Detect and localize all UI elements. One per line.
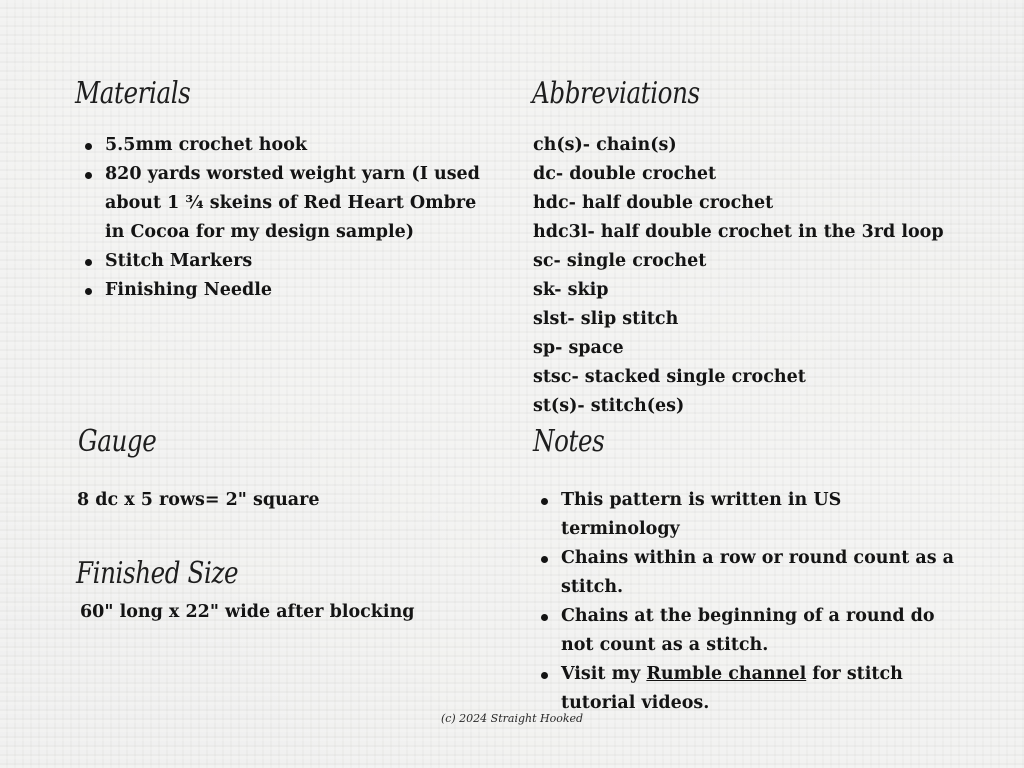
finished-size-heading: Finished Size [76, 556, 239, 591]
abbreviations-heading: Abbreviations [532, 76, 700, 111]
list-item: This pattern is written in US terminology [534, 486, 954, 544]
list-item: slst- slip stitch [533, 309, 679, 329]
gauge-text: 8 dc x 5 rows= 2" square [77, 490, 320, 510]
finished-size-text: 60" long x 22" wide after blocking [80, 602, 415, 622]
list-item: ch(s)- chain(s) [533, 135, 677, 155]
list-item: Stitch Markers [78, 247, 488, 276]
list-item [534, 660, 954, 718]
list-item: sp- space [533, 338, 624, 358]
list-item: 820 yards worsted weight yarn (I used about 1 ¾ skeins of Red Heart Ombre in Cocoa for my design sample) [78, 160, 488, 247]
list-item: hdc- half double crochet [533, 193, 774, 213]
materials-list [78, 131, 488, 305]
notes-link-suffix: for stitch tutorial videos. [561, 664, 903, 713]
list-item: st(s)- stitch(es) [533, 396, 685, 416]
list-item: Finishing Needle [78, 276, 488, 305]
list-item: 5.5mm crochet hook [78, 131, 488, 160]
notes-list [534, 486, 954, 718]
abbreviations-list [533, 131, 944, 421]
rumble-channel-link[interactable]: Rumble channel [646, 664, 807, 684]
list-item: hdc3l- half double crochet in the 3rd loop [533, 222, 944, 242]
list-item: dc- double crochet [533, 164, 717, 184]
list-item: Chains within a row or round count as a stitch. [534, 544, 954, 602]
notes-link-prefix: Visit my [561, 664, 647, 684]
list-item: sc- single crochet [533, 251, 707, 271]
list-item: stsc- stacked single crochet [533, 367, 806, 387]
list-item: Chains at the beginning of a round do not count as a stitch. [534, 602, 954, 660]
list-item: sk- skip [533, 280, 609, 300]
materials-heading: Materials [75, 76, 191, 111]
gauge-heading: Gauge [78, 424, 157, 459]
notes-heading: Notes [533, 424, 605, 459]
copyright-footer: (c) 2024 Straight Hooked [440, 712, 584, 725]
